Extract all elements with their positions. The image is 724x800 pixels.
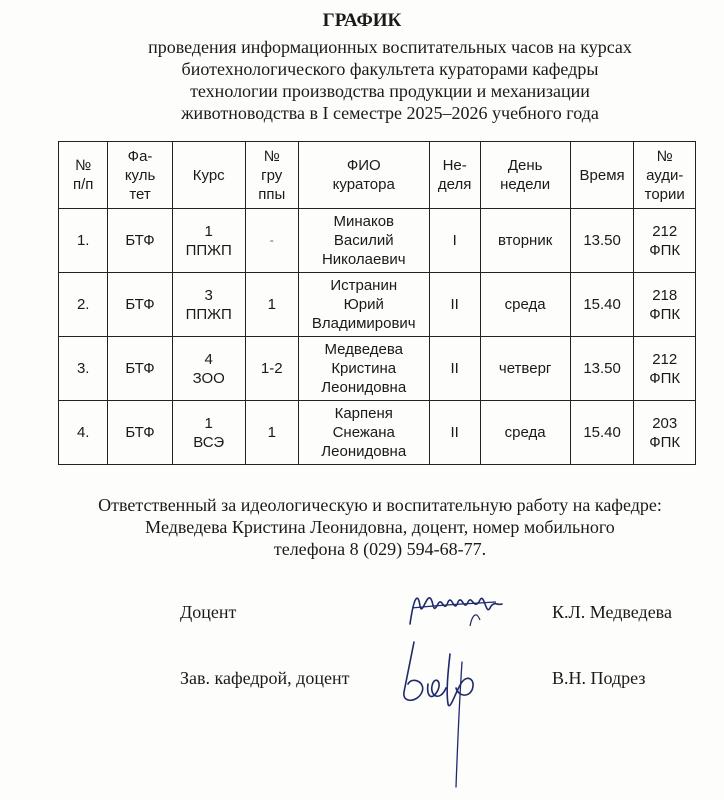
cell-week: I bbox=[429, 209, 480, 273]
subtitle-line: животноводства в I семестре 2025–2026 учебного года bbox=[181, 103, 599, 123]
cell-room: 218 ФПК bbox=[634, 273, 696, 337]
cell-time: 13.50 bbox=[570, 209, 634, 273]
cell-curator: Медведева Кристина Леонидовна bbox=[298, 337, 429, 401]
header-week: Не- деля bbox=[429, 142, 480, 209]
cell-faculty: БТФ bbox=[108, 401, 172, 465]
cell-week: II bbox=[429, 401, 480, 465]
cell-time: 13.50 bbox=[570, 337, 634, 401]
subtitle-line: технологии производства продукции и механизации bbox=[190, 81, 590, 101]
cell-curator: Истранин Юрий Владимирович bbox=[298, 273, 429, 337]
responsible-person-note bbox=[60, 494, 700, 560]
header-number: № п/п bbox=[59, 142, 108, 209]
cell-room: 203 ФПК bbox=[634, 401, 696, 465]
table-header-row bbox=[59, 142, 696, 209]
responsible-line: Ответственный за идеологическую и воспитательную работу на кафедре: bbox=[98, 495, 662, 515]
cell-number: 3. bbox=[59, 337, 108, 401]
signature-name-medvedeva: К.Л. Медведева bbox=[552, 602, 672, 622]
header-faculty: Фа- куль тет bbox=[108, 142, 172, 209]
cell-curator: Минаков Василий Николаевич bbox=[298, 209, 429, 273]
cell-room: 212 ФПК bbox=[634, 337, 696, 401]
cell-course: 1 ВСЭ bbox=[172, 401, 245, 465]
header-group: № гру ппы bbox=[245, 142, 298, 209]
cell-group: 1-2 bbox=[245, 337, 298, 401]
table-row bbox=[59, 209, 696, 273]
cell-week: II bbox=[429, 273, 480, 337]
cell-week: II bbox=[429, 337, 480, 401]
document-subtitle bbox=[120, 36, 660, 124]
signature-role-docent: Доцент bbox=[180, 602, 237, 622]
cell-time: 15.40 bbox=[570, 273, 634, 337]
header-course: Курс bbox=[172, 142, 245, 209]
cell-course: 4 ЗОО bbox=[172, 337, 245, 401]
cell-day: среда bbox=[480, 401, 570, 465]
responsible-line: телефона 8 (029) 594-68-77. bbox=[273, 539, 487, 559]
signature-name-podrez: В.Н. Подрез bbox=[552, 668, 646, 688]
cell-faculty: БТФ bbox=[108, 337, 172, 401]
cell-faculty: БТФ bbox=[108, 209, 172, 273]
cell-number: 2. bbox=[59, 273, 108, 337]
subtitle-line: биотехнологического факультета кураторами кафедры bbox=[181, 59, 599, 79]
cell-group: - bbox=[245, 209, 298, 273]
header-time: Время bbox=[570, 142, 634, 209]
cell-faculty: БТФ bbox=[108, 273, 172, 337]
cell-time: 15.40 bbox=[570, 401, 634, 465]
header-day: День недели bbox=[480, 142, 570, 209]
document-title: ГРАФИК bbox=[322, 10, 402, 31]
cell-number: 1. bbox=[59, 209, 108, 273]
cell-group: 1 bbox=[245, 273, 298, 337]
header-curator: ФИО куратора bbox=[298, 142, 429, 209]
cell-day: среда bbox=[480, 273, 570, 337]
cell-group: 1 bbox=[245, 401, 298, 465]
table-row bbox=[59, 401, 696, 465]
table-row bbox=[59, 273, 696, 337]
cell-day: вторник bbox=[480, 209, 570, 273]
handwritten-signature-medvedeva bbox=[400, 586, 510, 636]
cell-course: 1 ППЖП bbox=[172, 209, 245, 273]
subtitle-line: проведения информационных воспитательных часов на курсах bbox=[148, 37, 632, 57]
cell-room: 212 ФПК bbox=[634, 209, 696, 273]
cell-day: четверг bbox=[480, 337, 570, 401]
table-row bbox=[59, 337, 696, 401]
signature-role-head: Зав. кафедрой, доцент bbox=[180, 668, 350, 688]
cell-course: 3 ППЖП bbox=[172, 273, 245, 337]
cell-curator: Карпеня Снежана Леонидовна bbox=[298, 401, 429, 465]
responsible-line: Медведева Кристина Леонидовна, доцент, номер мобильного bbox=[145, 517, 615, 537]
schedule-table bbox=[58, 141, 696, 465]
handwritten-signature-podrez bbox=[392, 632, 502, 792]
header-room: № ауди- тории bbox=[634, 142, 696, 209]
cell-number: 4. bbox=[59, 401, 108, 465]
